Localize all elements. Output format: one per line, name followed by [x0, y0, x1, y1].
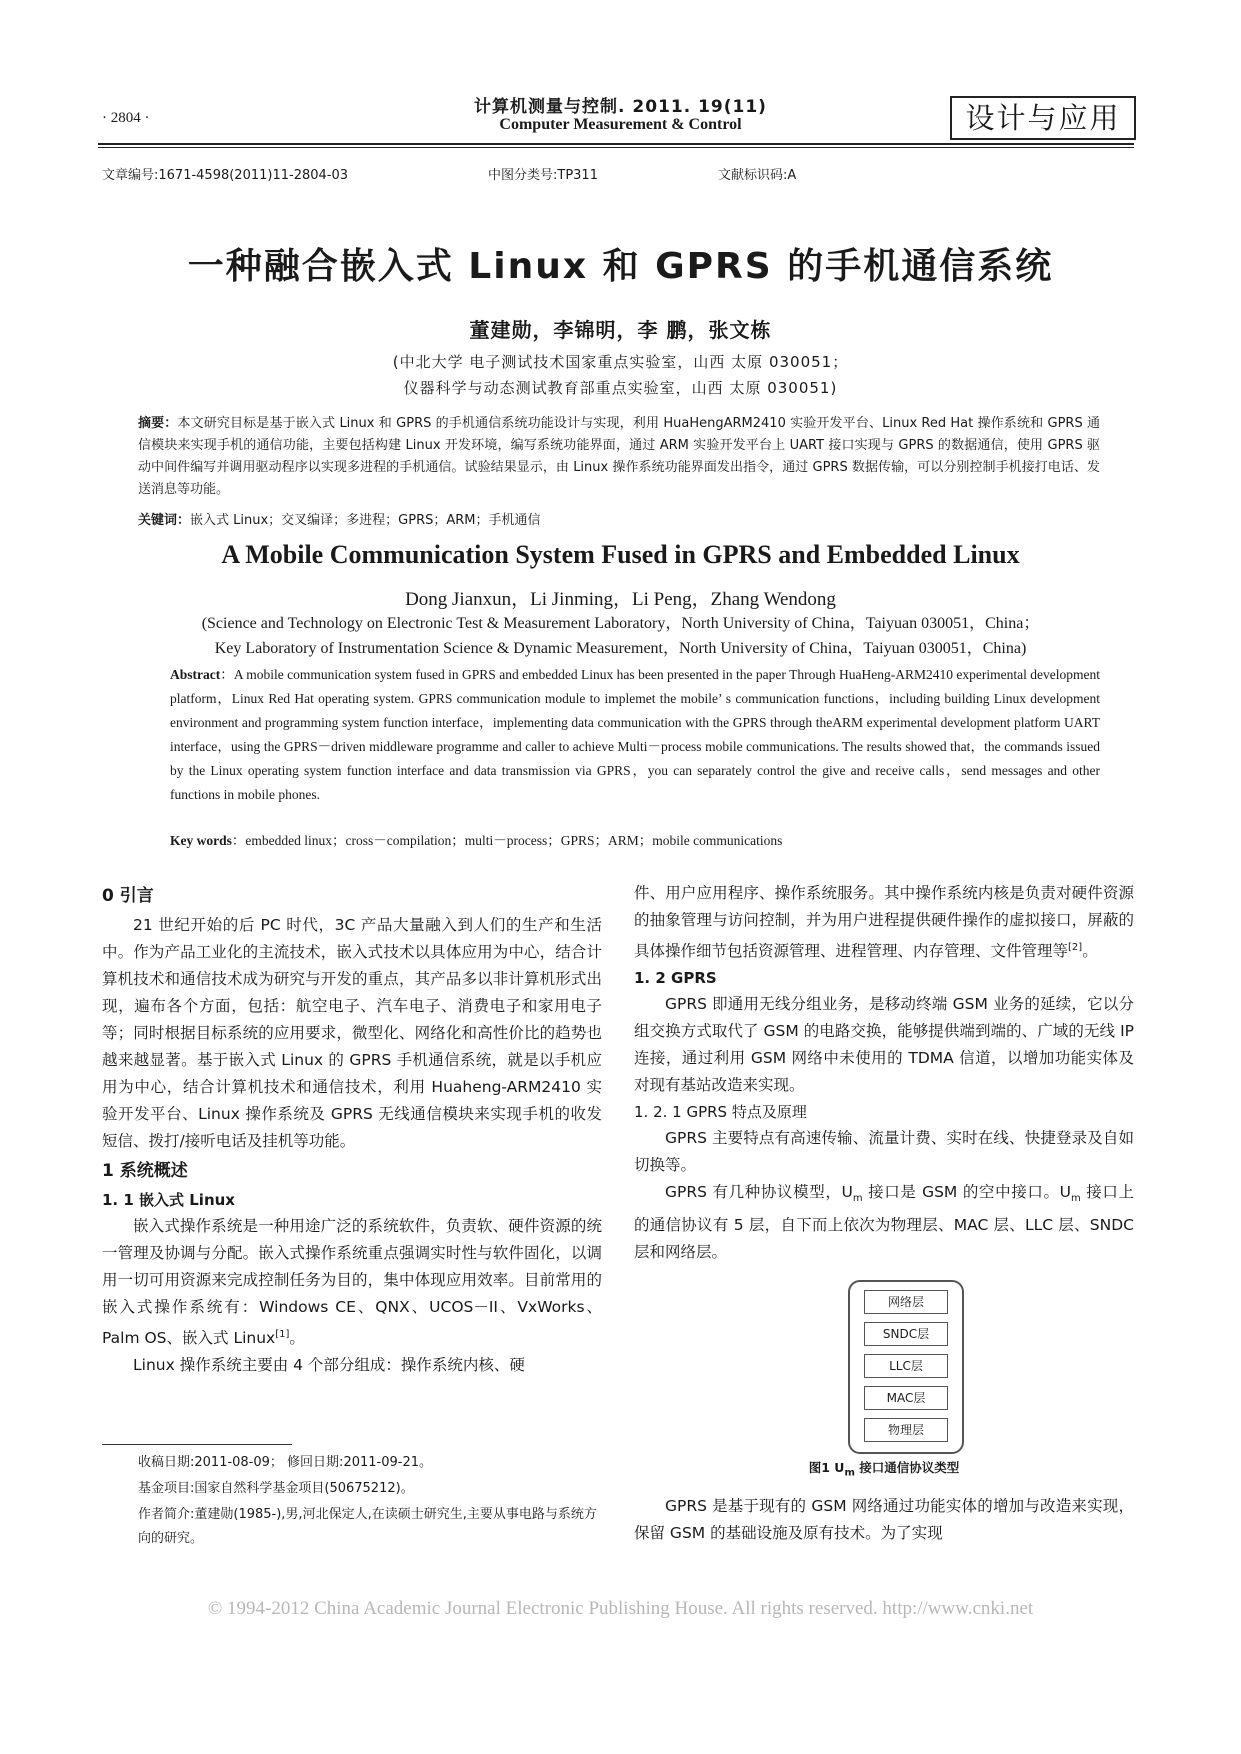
- page-number: · 2804 ·: [102, 110, 150, 126]
- keywords-cn-label: 关键词：: [138, 513, 191, 528]
- paragraph-end: 。: [1082, 942, 1098, 961]
- subscript: m: [852, 1193, 863, 1205]
- paragraph: GPRS 是基于现有的 GSM 网络通过功能实体的增加与改造来实现，保留 GSM 的基础设施及原有技术。为了实现: [634, 1497, 1134, 1542]
- keywords-cn-text: 嵌入式 Linux；交叉编译；多进程；GPRS；ARM；手机通信: [190, 513, 541, 528]
- section-1-2-1-paragraph-1: GPRS 主要特点有高速传输、流量计费、实时在线、快捷登录及自如切换等。: [634, 1129, 1134, 1175]
- paragraph-text: 嵌入式操作系统是一种用途广泛的系统软件，负责软、硬件资源的统一管理及协调与分配。嵌入式操作系统重点强调实时性与软件固化，以调用一切可用资源来完成控制任务为目的，集中体现应用效率。目前常用的嵌入式操作系统有：Windows CE、QNX、UCOS－II、VxWorks、Palm OS、嵌入式 Linux: [102, 1217, 602, 1348]
- journal-title-en: Computer Measurement & Control: [499, 116, 742, 133]
- document-code: 文献标识码:A: [718, 168, 797, 183]
- section-1-2-heading: 1. 2 GPRS: [634, 969, 717, 988]
- affiliation-cn-line-2: 仪器科学与动态测试教育部重点实验室，山西 太原 030051): [403, 379, 838, 397]
- abstract-en-text: ：A mobile communication system fused in GPRS and embedded Linux has been presented in the paper Through HuaHeng-ARM2410 experimental development platform，Linux Red Hat operating system. GPRS communication module to implemet the mobile’ s communication functions，including building Linux development environment and programming system function interface，implementing data communication with the GPRS through theARM experimental development platform UART interface，using the GPRS－driven middleware programme and caller to achieve Multi－process mobile communications. The results showed that，the commands issued by the Linux operating system function interface and data transmission via GPRS，you can separately control the give and receive calls，send messages and other functions in mobile phones.: [170, 667, 1100, 802]
- section-1-2-1-heading: 1. 2. 1 GPRS 特点及原理: [634, 1103, 807, 1122]
- section-1-2-1-paragraph-2: [634, 1179, 1134, 1266]
- footnote-rule: [102, 1444, 292, 1445]
- footnote-received: 收稿日期:2011-08-09； 修回日期:2011-09-21。: [138, 1455, 432, 1470]
- citation-ref: [1]: [275, 1329, 290, 1340]
- paragraph-end: 。: [289, 1329, 305, 1348]
- journal-title-cn: 计算机测量与控制. 2011. 19(11): [474, 97, 767, 117]
- layer-physical: 物理层: [864, 1418, 948, 1442]
- protocol-stack-figure: [848, 1280, 964, 1454]
- affiliation-cn-line-1: (中北大学 电子测试技术国家重点实验室，山西 太原 030051；: [392, 353, 849, 371]
- layer-mac: MAC层: [864, 1386, 948, 1410]
- section-1-heading: 1 系统概述: [102, 1161, 188, 1181]
- abstract-en-label: Abstract: [170, 667, 221, 682]
- abstract-cn-label: 摘要：: [138, 416, 178, 431]
- paragraph-text: 接口是 GSM 的空中接口。U: [862, 1183, 1071, 1202]
- section-1-2-paragraph: GPRS 即通用无线分组业务，是移动终端 GSM 业务的延续，它以分组交换方式取代了 GSM 的电路交换，能够提供端到端的、广域的无线 IP 连接，通过利用 GSM 网络中未使用的 TDMA 信道，以增加功能实体及对现有基站改造来实现。: [634, 995, 1134, 1095]
- subscript: m: [844, 1467, 855, 1479]
- paragraph-text: GPRS 有几种协议模型，U: [665, 1183, 853, 1202]
- authors-cn: 董建勋，李锦明，李 鹏，张文栋: [469, 318, 772, 342]
- layer-llc: LLC层: [864, 1354, 948, 1378]
- body-column-left: [102, 880, 602, 1379]
- affiliation-en-line-1: (Science and Technology on Electronic Test & Measurement Laboratory，North University of China，Taiyuan 030051，China；: [201, 615, 1040, 632]
- paragraph-text: 接口上的通信协议有 5 层，自下而上依次为物理层、MAC 层、LLC 层、SNDC 层和网络层。: [634, 1183, 1134, 1262]
- keywords-en-text: ：embedded linux；cross－compilation；multi－process；GPRS；ARM；mobile communications: [231, 833, 783, 848]
- authors-en: Dong Jianxun，Li Jinming，Li Peng，Zhang Wendong: [405, 589, 836, 610]
- footnote-fund: 基金项目:国家自然科学基金项目(50675212)。: [138, 1481, 414, 1496]
- section-0-heading: 0 引言: [102, 886, 154, 906]
- keywords-cn: [138, 510, 1100, 532]
- section-1-1-paragraph-2: Linux 操作系统主要由 4 个部分组成：操作系统内核、硬: [133, 1356, 525, 1375]
- paper-title-en: A Mobile Communication System Fused in GPRS and Embedded Linux: [221, 540, 1020, 569]
- affiliation-en-line-2: Key Laboratory of Instrumentation Science & Dynamic Measurement，North University of China，Taiyuan 030051，China): [214, 640, 1027, 657]
- paragraph-text: 件、用户应用程序、操作系统服务。其中操作系统内核是负责对硬件资源的抽象管理与访问控制，并为用户进程提供硬件操作的虚拟接口，屏蔽的具体操作细节包括资源管理、进程管理、内存管理、文件管理等: [634, 884, 1134, 961]
- abstract-cn-text: 本文研究目标是基于嵌入式 Linux 和 GPRS 的手机通信系统功能设计与实现，利用 HuaHengARM2410 实验开发平台、Linux Red Hat 操作系统和 GPRS 通信模块来实现手机的通信功能，主要包括构建 Linux 开发环境，编写系统功能界面，通过 ARM 实验开发平台上 UART 接口实现与 GPRS 的数据通信，使用 GPRS 驱动中间件编写并调用驱动程序以实现多进程的手机通信。试验结果显示，由 Linux 操作系统功能界面发出指令，通过 GPRS 数据传输，可以分别控制手机接打电话、发送消息等功能。: [138, 416, 1100, 497]
- section-1-1-heading: 1. 1 嵌入式 Linux: [102, 1191, 235, 1209]
- abstract-en: [170, 663, 1100, 807]
- paper-title-cn: 一种融合嵌入式 Linux 和 GPRS 的手机通信系统: [187, 246, 1054, 287]
- continued-paragraph: [634, 880, 1134, 965]
- keywords-en-label: Key words: [170, 833, 232, 848]
- layer-sndc: SNDC层: [864, 1322, 948, 1346]
- body-column-right: [634, 880, 1134, 1266]
- citation-ref: [2]: [1068, 942, 1083, 953]
- bottom-paragraph: [634, 1493, 1134, 1547]
- subscript: m: [1070, 1193, 1081, 1205]
- section-1-1-paragraph-1: [102, 1213, 602, 1352]
- layer-network: 网络层: [864, 1290, 948, 1314]
- abstract-cn: [138, 413, 1100, 501]
- article-number: 文章编号:1671-4598(2011)11-2804-03: [102, 168, 349, 183]
- keywords-en: [170, 829, 1100, 849]
- caption-text: 接口通信协议类型: [854, 1460, 960, 1475]
- header-rule: [98, 143, 1134, 148]
- section-label: 设计与应用: [950, 96, 1136, 140]
- classification-code: 中图分类号:TP311: [488, 168, 598, 183]
- figure-caption: [634, 1458, 1134, 1479]
- footnote-author-bio: 作者简介:董建勋(1985-),男,河北保定人,在读硕士研究生,主要从事电路与系统方向的研究。: [138, 1507, 597, 1546]
- copyright-watermark: © 1994-2012 China Academic Journal Electronic Publishing House. All rights reserved. http://www.cnki.net: [207, 1598, 1034, 1619]
- caption-text: 图1 U: [808, 1460, 845, 1475]
- section-0-paragraph: 21 世纪开始的后 PC 时代，3C 产品大量融入到人们的生产和生活中。作为产品工业化的主流技术，嵌入式技术以具体应用为中心，结合计算机技术和通信技术成为研究与开发的重点，其产品多以非计算机形式出现，遍布各个方面，包括：航空电子、汽车电子、消费电子和家用电子等；同时根据目标系统的应用要求，微型化、网络化和高性价比的趋势也越来越显著。基于嵌入式 Linux 的 GPRS 手机通信系统，就是以手机应用为中心，结合计算机技术和通信技术，利用 Huaheng-ARM2410 实验开发平台、Linux 操作系统及 GPRS 无线通信模块来实现手机的收发短信、拨打/接听电话及挂机等功能。: [102, 916, 602, 1150]
